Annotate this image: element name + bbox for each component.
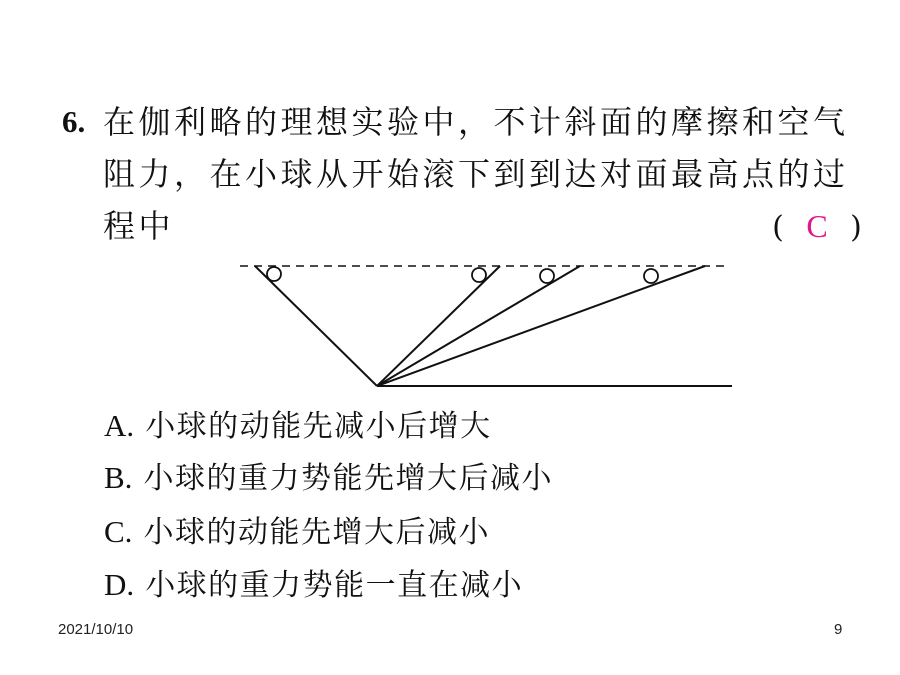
ball-gentle: [644, 269, 658, 283]
left-incline: [255, 266, 377, 386]
answer-close-paren: ): [850, 210, 862, 245]
answer-open-paren: (: [772, 210, 784, 245]
option-a-letter: A.: [104, 408, 135, 443]
question-text-line-3: 程中: [103, 207, 175, 245]
option-d-text: 小球的重力势能一直在减小: [145, 568, 524, 603]
option-c-text: 小球的动能先增大后减小: [143, 515, 490, 550]
question-number: 6.: [62, 104, 86, 139]
option-a-text: 小球的动能先减小后增大: [145, 409, 492, 444]
option-d: [104, 562, 523, 609]
right-incline-steep: [377, 266, 500, 386]
ball-steep: [472, 268, 486, 282]
option-a: [104, 403, 492, 450]
option-c: [104, 509, 490, 556]
question-text-line-2: 阻力，在小球从开始滚下到到达对面最高点的过: [103, 155, 849, 193]
option-b-text: 小球的重力势能先增大后减小: [143, 461, 553, 496]
question-text-line-1: 在伽利略的理想实验中，不计斜面的摩擦和空气: [103, 103, 849, 141]
footer-date: 2021/10/10: [58, 621, 134, 638]
ball-start: [267, 267, 281, 281]
right-incline-gentle: [377, 266, 705, 386]
page-number: 9: [834, 621, 843, 638]
right-incline-medium: [377, 266, 580, 386]
answer-bracket: [767, 202, 867, 252]
option-d-letter: D.: [104, 567, 135, 602]
ball-medium: [540, 269, 554, 283]
incline-diagram: [235, 255, 735, 395]
option-b-letter: B.: [104, 460, 133, 495]
answer-letter: C: [806, 208, 828, 244]
option-b: [104, 455, 553, 502]
option-c-letter: C.: [104, 514, 133, 549]
